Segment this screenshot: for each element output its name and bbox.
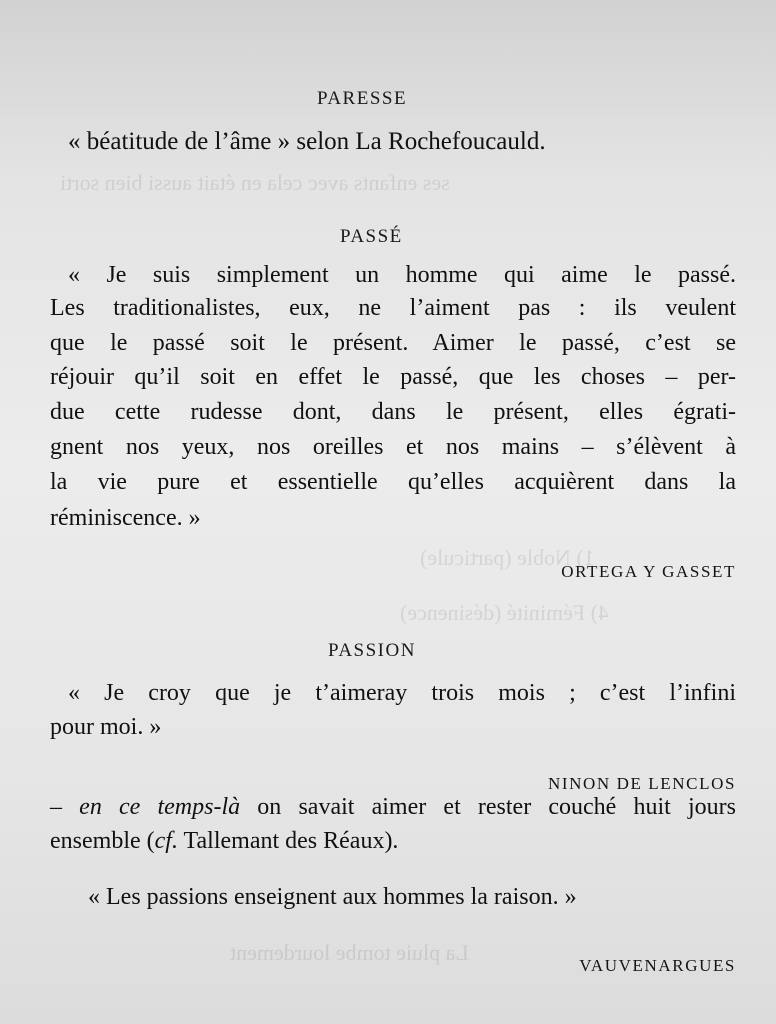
bleed-through-text: La pluie tombe lourdement [230,940,469,965]
bleed-through-text: 1) Noble (particule) [420,545,595,570]
comment-cf: cf. [154,828,178,854]
author-ninon-de-lenclos: NINON DE LENCLOS [547,774,736,793]
comment-italic: en ce temps-là [79,794,241,820]
comment-text: ensemble ( [50,828,155,854]
passe-quote-line: réjouir qu’il soit en effet le passé, que les choses – per- [50,364,736,390]
author-vauvenargues: VAUVENARGUES [579,956,736,975]
vauvenargues-quote: « Les passions enseignent aux hommes la raison. » [88,884,577,910]
passe-quote-line: la vie pure et essentielle qu’elles acquièrent dans la [50,469,736,495]
entry-heading-passe: PASSÉ [340,226,403,247]
comment-dash: – [50,794,80,820]
passe-quote-line: Les traditionalistes, eux, ne l’aiment pas : ils veulent [50,295,736,321]
passe-quote-line: gnent nos yeux, nos oreilles et nos mains – s’élèvent à [50,434,736,460]
bleed-through-text: ses enfants avec cela en était aussi bien sorti [60,170,450,195]
passe-quote-line: due cette rudesse dont, dans le présent, elles égrati- [50,399,736,425]
passe-quote-line: réminiscence. » [50,505,201,531]
author-ortega-y-gasset: ORTEGA Y GASSET [561,562,736,581]
comment-text: on savait aimer et rester couché huit jours [240,794,737,820]
passe-quote-line: que le passé soit le présent. Aimer le passé, c’est se [50,330,736,356]
passion-comment-line [50,794,736,821]
bleed-through-text: 4) Féminité (désinence) [400,600,609,625]
passion-quote-line: pour moi. » [50,714,162,740]
entry-heading-passion: PASSION [328,640,416,661]
passion-quote-line: « Je croy que je t’aimeray trois mois ; c’est l’infini [68,680,736,706]
paresse-definition: « béatitude de l’âme » selon La Rochefoucauld. [68,128,546,155]
passion-comment-line [50,828,736,855]
entry-heading-paresse: PARESSE [317,88,408,109]
passe-quote-line: « Je suis simplement un homme qui aime le passé. [68,262,736,288]
comment-text: Tallemant des Réaux). [177,828,399,854]
